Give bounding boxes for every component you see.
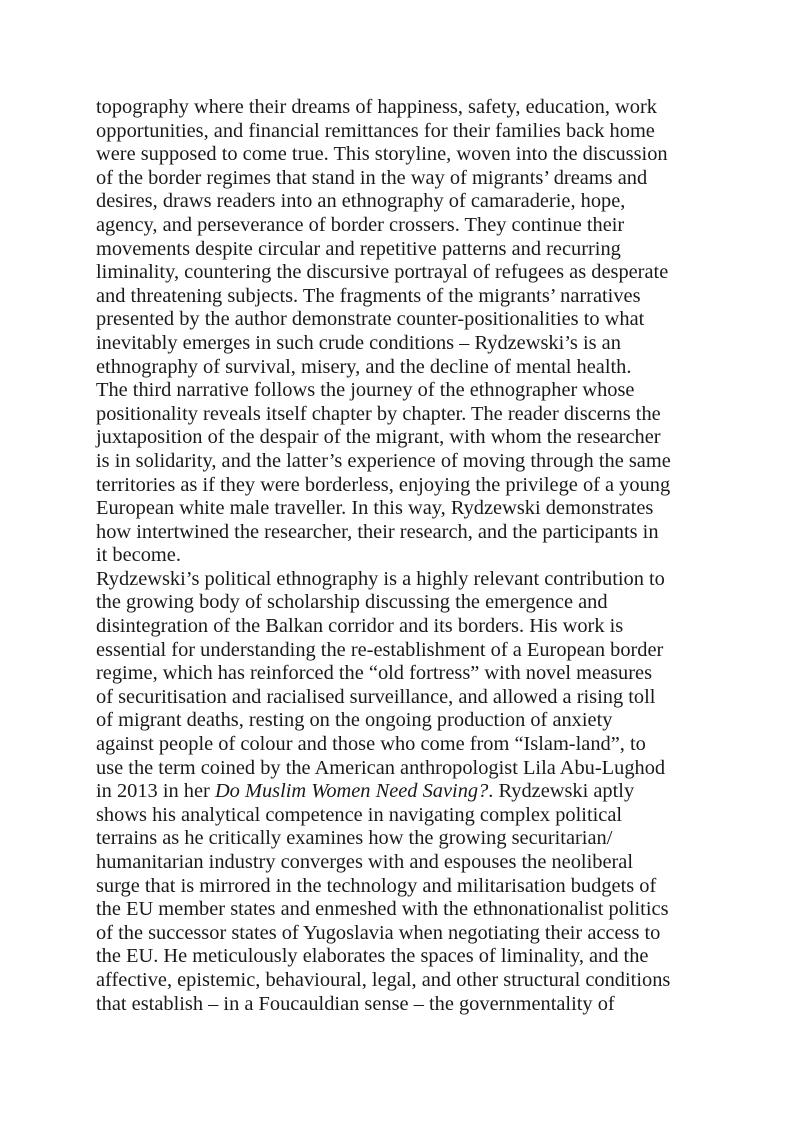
text-line: Rydzewski’s political ethnography is a highly relevant contribution to [96,567,665,590]
text-line: disintegration of the Balkan corridor and its borders. His work is [96,615,624,638]
text-line: humanitarian industry converges with and espouses the neoliberal [96,851,634,873]
text-line: European white male traveller. In this way, Rydzewski demonstrates [96,497,654,520]
text-line: how intertwined the researcher, their research, and the participants in [96,520,659,543]
text-line: is in solidarity, and the latter’s experience of moving through the same [96,449,671,472]
text-line: the growing body of scholarship discussing the emergence and [96,591,608,614]
text-line: desires, draws readers into an ethnography of camaraderie, hope, [96,190,626,213]
text-line: movements despite circular and repetitive patterns and recurring [96,237,621,260]
text-line: of securitisation and racialised surveillance, and allowed a rising toll [96,685,656,708]
text-line: positionality reveals itself chapter by chapter. The reader discerns the [96,402,661,425]
text-line: agency, and perseverance of border crossers. They continue their [96,213,625,236]
text-line: territories as if they were borderless, enjoying the privilege of a young [96,473,671,496]
text-line: juxtaposition of the despair of the migrant, with whom the researcher [96,426,661,449]
text-line: the EU member states and enmeshed with the ethnonationalist politics [96,898,669,921]
text-line: affective, epistemic, behavioural, legal, and other structural conditions [96,968,671,991]
text-line: against people of colour and those who come from “Islam-land”, to [96,733,646,756]
text-line: shows his analytical competence in navigating complex political [96,803,623,826]
text-line: regime, which has reinforced the “old fortress” with novel measures [96,662,653,685]
paragraph-2 [96,568,708,1016]
text-line: inevitably emerges in such crude conditions – Rydzewski’s is an [96,331,621,354]
text-line: topography where their dreams of happiness, safety, education, work [96,96,657,118]
text-line: liminality, countering the discursive portrayal of refugees as desperate [96,261,669,284]
text-fragment: . Rydzewski aptly [488,780,635,803]
text-line: terrains as he critically examines how the growing securitarian/ [96,827,613,850]
text-line: it become. [96,544,181,567]
text-line: presented by the author demonstrate counter-positionalities to what [96,308,645,331]
text-line: of the successor states of Yugoslavia when negotiating their access to [96,921,661,944]
text-line: The third narrative follows the journey of the ethnographer whose [96,379,635,402]
text-line: ethnography of survival, misery, and the decline of mental health. [96,355,632,378]
text-line: surge that is mirrored in the technology and militarisation budgets of [96,874,657,897]
paragraph-1 [96,96,708,568]
text-line: that establish – in a Foucauldian sense – the governmentality of [96,992,615,1015]
body-text [96,96,708,1016]
text-line: use the term coined by the American anthropologist Lila Abu-Lughod [96,756,666,779]
text-line: the EU. He meticulously elaborates the spaces of liminality, and the [96,945,649,968]
text-fragment: in 2013 in her [96,780,215,803]
book-title: Do Muslim Women Need Saving? [214,780,489,803]
text-line: and threatening subjects. The fragments of the migrants’ narratives [96,284,641,307]
text-line: essential for understanding the re-establishment of a European border [96,638,664,661]
text-line: of migrant deaths, resting on the ongoing production of anxiety [96,709,613,732]
text-line: were supposed to come true. This storyline, woven into the discussion [96,143,668,166]
text-line: of the border regimes that stand in the way of migrants’ dreams and [96,166,648,189]
text-line-with-book-title [96,780,708,804]
text-line: opportunities, and financial remittances for their families back home [96,119,655,142]
